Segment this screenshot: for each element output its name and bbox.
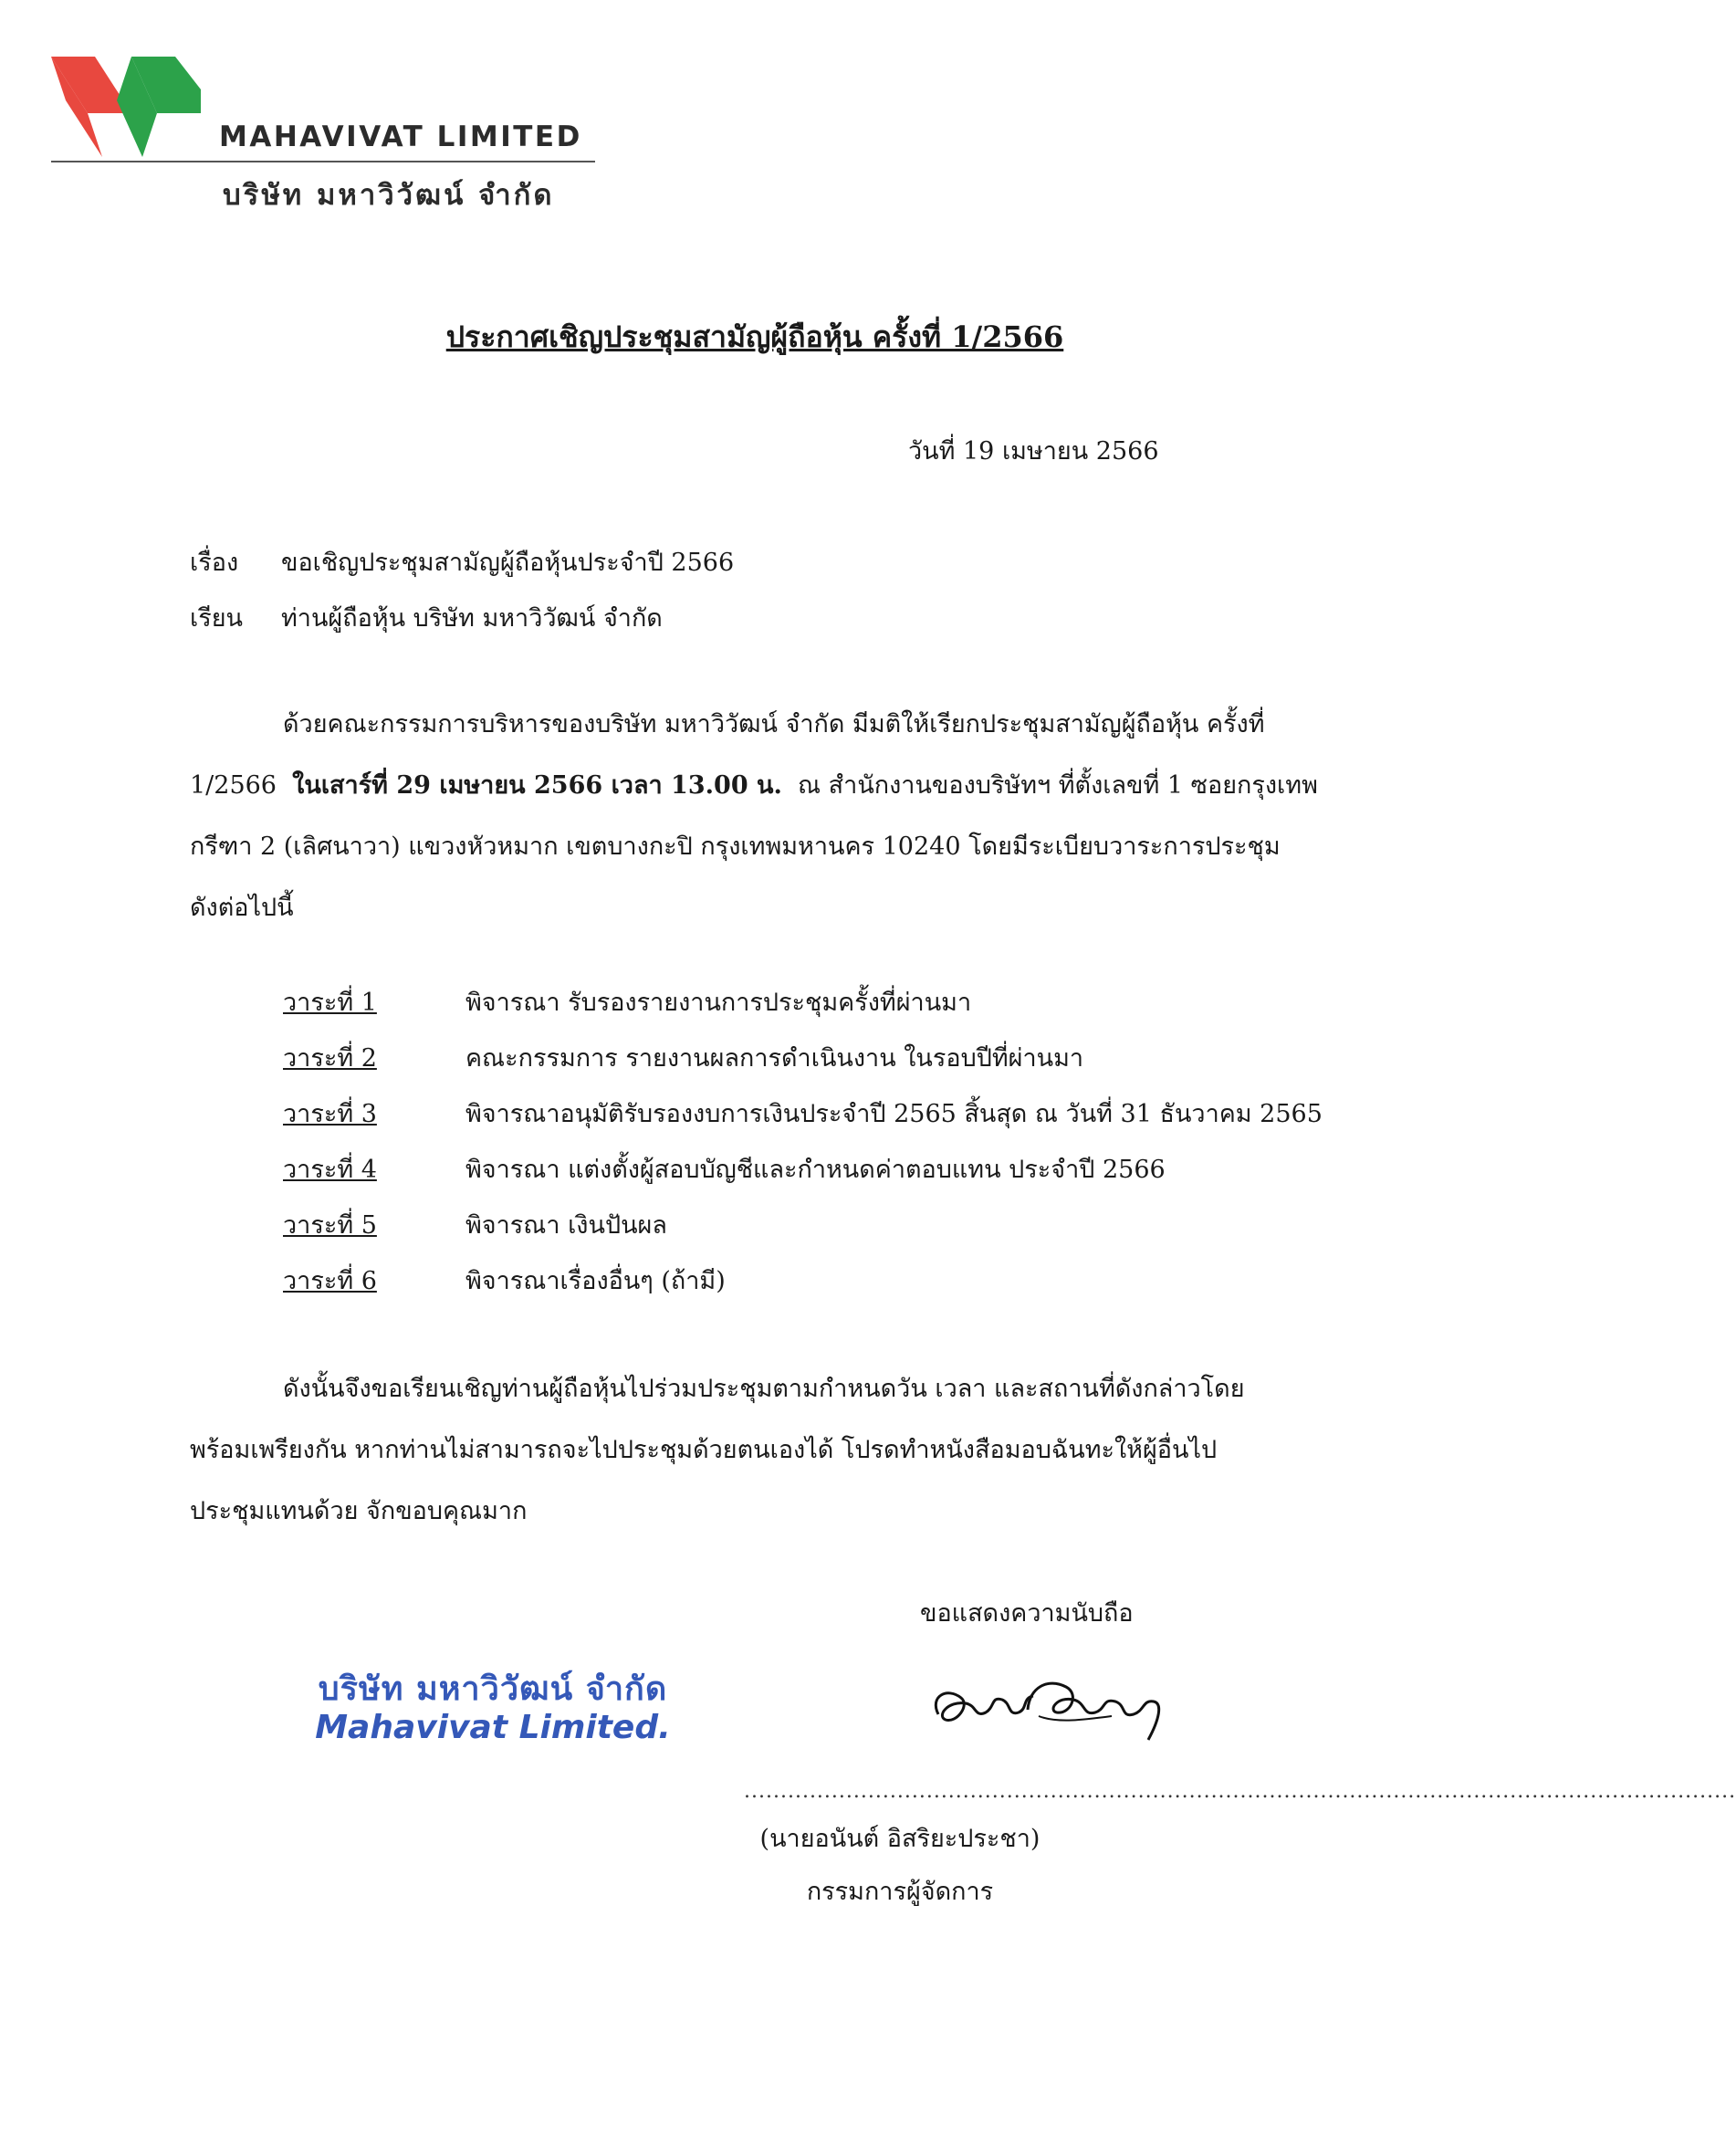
closing-salutation: ขอแสดงความนับถือ [920, 1599, 1134, 1628]
recipient-row [190, 598, 663, 637]
intro-line: ด้วยคณะกรรมการบริหารของบริษัท มหาวิวัฒน์ จำกัด มีมติให้เรียกประชุมสามัญผู้ถือหุ้น ครั้งที่ [283, 710, 1265, 738]
invitation-line: ดังนั้นจึงขอเรียนเชิญท่านผู้ถือหุ้นไปร่วมประชุมตามกำหนดวัน เวลา และสถานที่ดังกล่าวโดย [283, 1375, 1245, 1403]
agenda-item [283, 1094, 1378, 1149]
agenda-number: วาระที่ 4 [283, 1156, 377, 1184]
company-name-th: บริษัท มหาวิวัฒน์ จำกัด [223, 179, 555, 212]
company-name-en: MAHAVIVAT LIMITED [219, 120, 582, 153]
intro-line [190, 755, 1344, 816]
company-stamp [301, 1670, 685, 1747]
agenda-text: พิจารณาเรื่องอื่นๆ (ถ้ามี) [465, 1267, 726, 1295]
agenda-item [283, 1205, 1378, 1261]
signer-title [0, 1871, 1510, 1911]
meeting-location: ณ สำนักงานของบริษัทฯ ที่ตั้งเลขที่ 1 ซอยกรุงเทพ [798, 771, 1318, 800]
signature-line: ........................................................................................................................................ [744, 1780, 1736, 1803]
agenda-item [283, 982, 1378, 1038]
meeting-datetime: ในเสาร์ที่ 29 เมษายน 2566 เวลา 13.00 น. [292, 771, 782, 800]
invitation-paragraph [190, 1358, 1344, 1542]
intro-paragraph [190, 694, 1344, 938]
agenda-list [283, 982, 1378, 1316]
agenda-item [283, 1038, 1378, 1094]
agenda-item [283, 1149, 1378, 1205]
invitation-line: ประชุมแทนด้วย จักขอบคุณมาก [190, 1497, 528, 1525]
intro-line: กรีฑา 2 (เลิศนาวา) แขวงหัวหมาก เขตบางกะปิ กรุงเทพมหานคร 10240 โดยมีระเบียบวาระการประชุม [190, 832, 1281, 861]
agenda-text: คณะกรรมการ รายงานผลการดำเนินงาน ในรอบปีที่ผ่านมา [465, 1044, 1084, 1073]
agenda-number: วาระที่ 3 [283, 1100, 377, 1128]
signer-title-text: กรรมการผู้จัดการ [806, 1878, 994, 1906]
recipient-text: ท่านผู้ถือหุ้น บริษัท มหาวิวัฒน์ จำกัด [281, 604, 663, 633]
intro-line: ดังต่อไปนี้ [190, 894, 294, 922]
company-logo-icon [51, 57, 201, 157]
stamp-line-th: บริษัท มหาวิวัฒน์ จำกัด [318, 1670, 668, 1708]
subject-row [190, 542, 734, 581]
letter-date: วันที่ 19 เมษายน 2566 [908, 437, 1159, 466]
signer-name [0, 1818, 1510, 1858]
signer-name-text: (นายอนันต์ อิสริยะประชา) [759, 1825, 1041, 1853]
document-title: ประกาศเชิญประชุมสามัญผู้ถือหุ้น ครั้งที่ 1/2566 [445, 319, 1064, 354]
agenda-text: พิจารณา เงินปันผล [465, 1211, 667, 1240]
letterhead-divider [51, 161, 595, 162]
agenda-text: พิจารณา แต่งตั้งผู้สอบบัญชีและกำหนดค่าตอบแทน ประจำปี 2566 [465, 1156, 1166, 1184]
stamp-line-en: Mahavivat Limited. [315, 1709, 671, 1746]
subject-label: เรื่อง [190, 549, 239, 577]
agenda-number: วาระที่ 5 [283, 1211, 377, 1240]
agenda-item [283, 1261, 1378, 1316]
recipient-label: เรียน [190, 604, 244, 633]
invitation-line: พร้อมเพรียงกัน หากท่านไม่สามารถจะไปประชุมด้วยตนเองได้ โปรดทำหนังสือมอบฉันทะให้ผู้อื่นไป [190, 1436, 1218, 1464]
subject-text: ขอเชิญประชุมสามัญผู้ถือหุ้นประจำปี 2566 [281, 549, 735, 577]
agenda-number: วาระที่ 6 [283, 1267, 377, 1295]
signature-icon [920, 1660, 1194, 1760]
agenda-text: พิจารณาอนุมัติรับรองงบการเงินประจำปี 2565 สิ้นสุด ณ วันที่ 31 ธันวาคม 2565 [465, 1100, 1323, 1128]
agenda-number: วาระที่ 1 [283, 989, 377, 1017]
agenda-text: พิจารณา รับรองรายงานการประชุมครั้งที่ผ่านมา [465, 989, 972, 1017]
meeting-number: 1/2566 [190, 771, 277, 800]
agenda-number: วาระที่ 2 [283, 1044, 377, 1073]
